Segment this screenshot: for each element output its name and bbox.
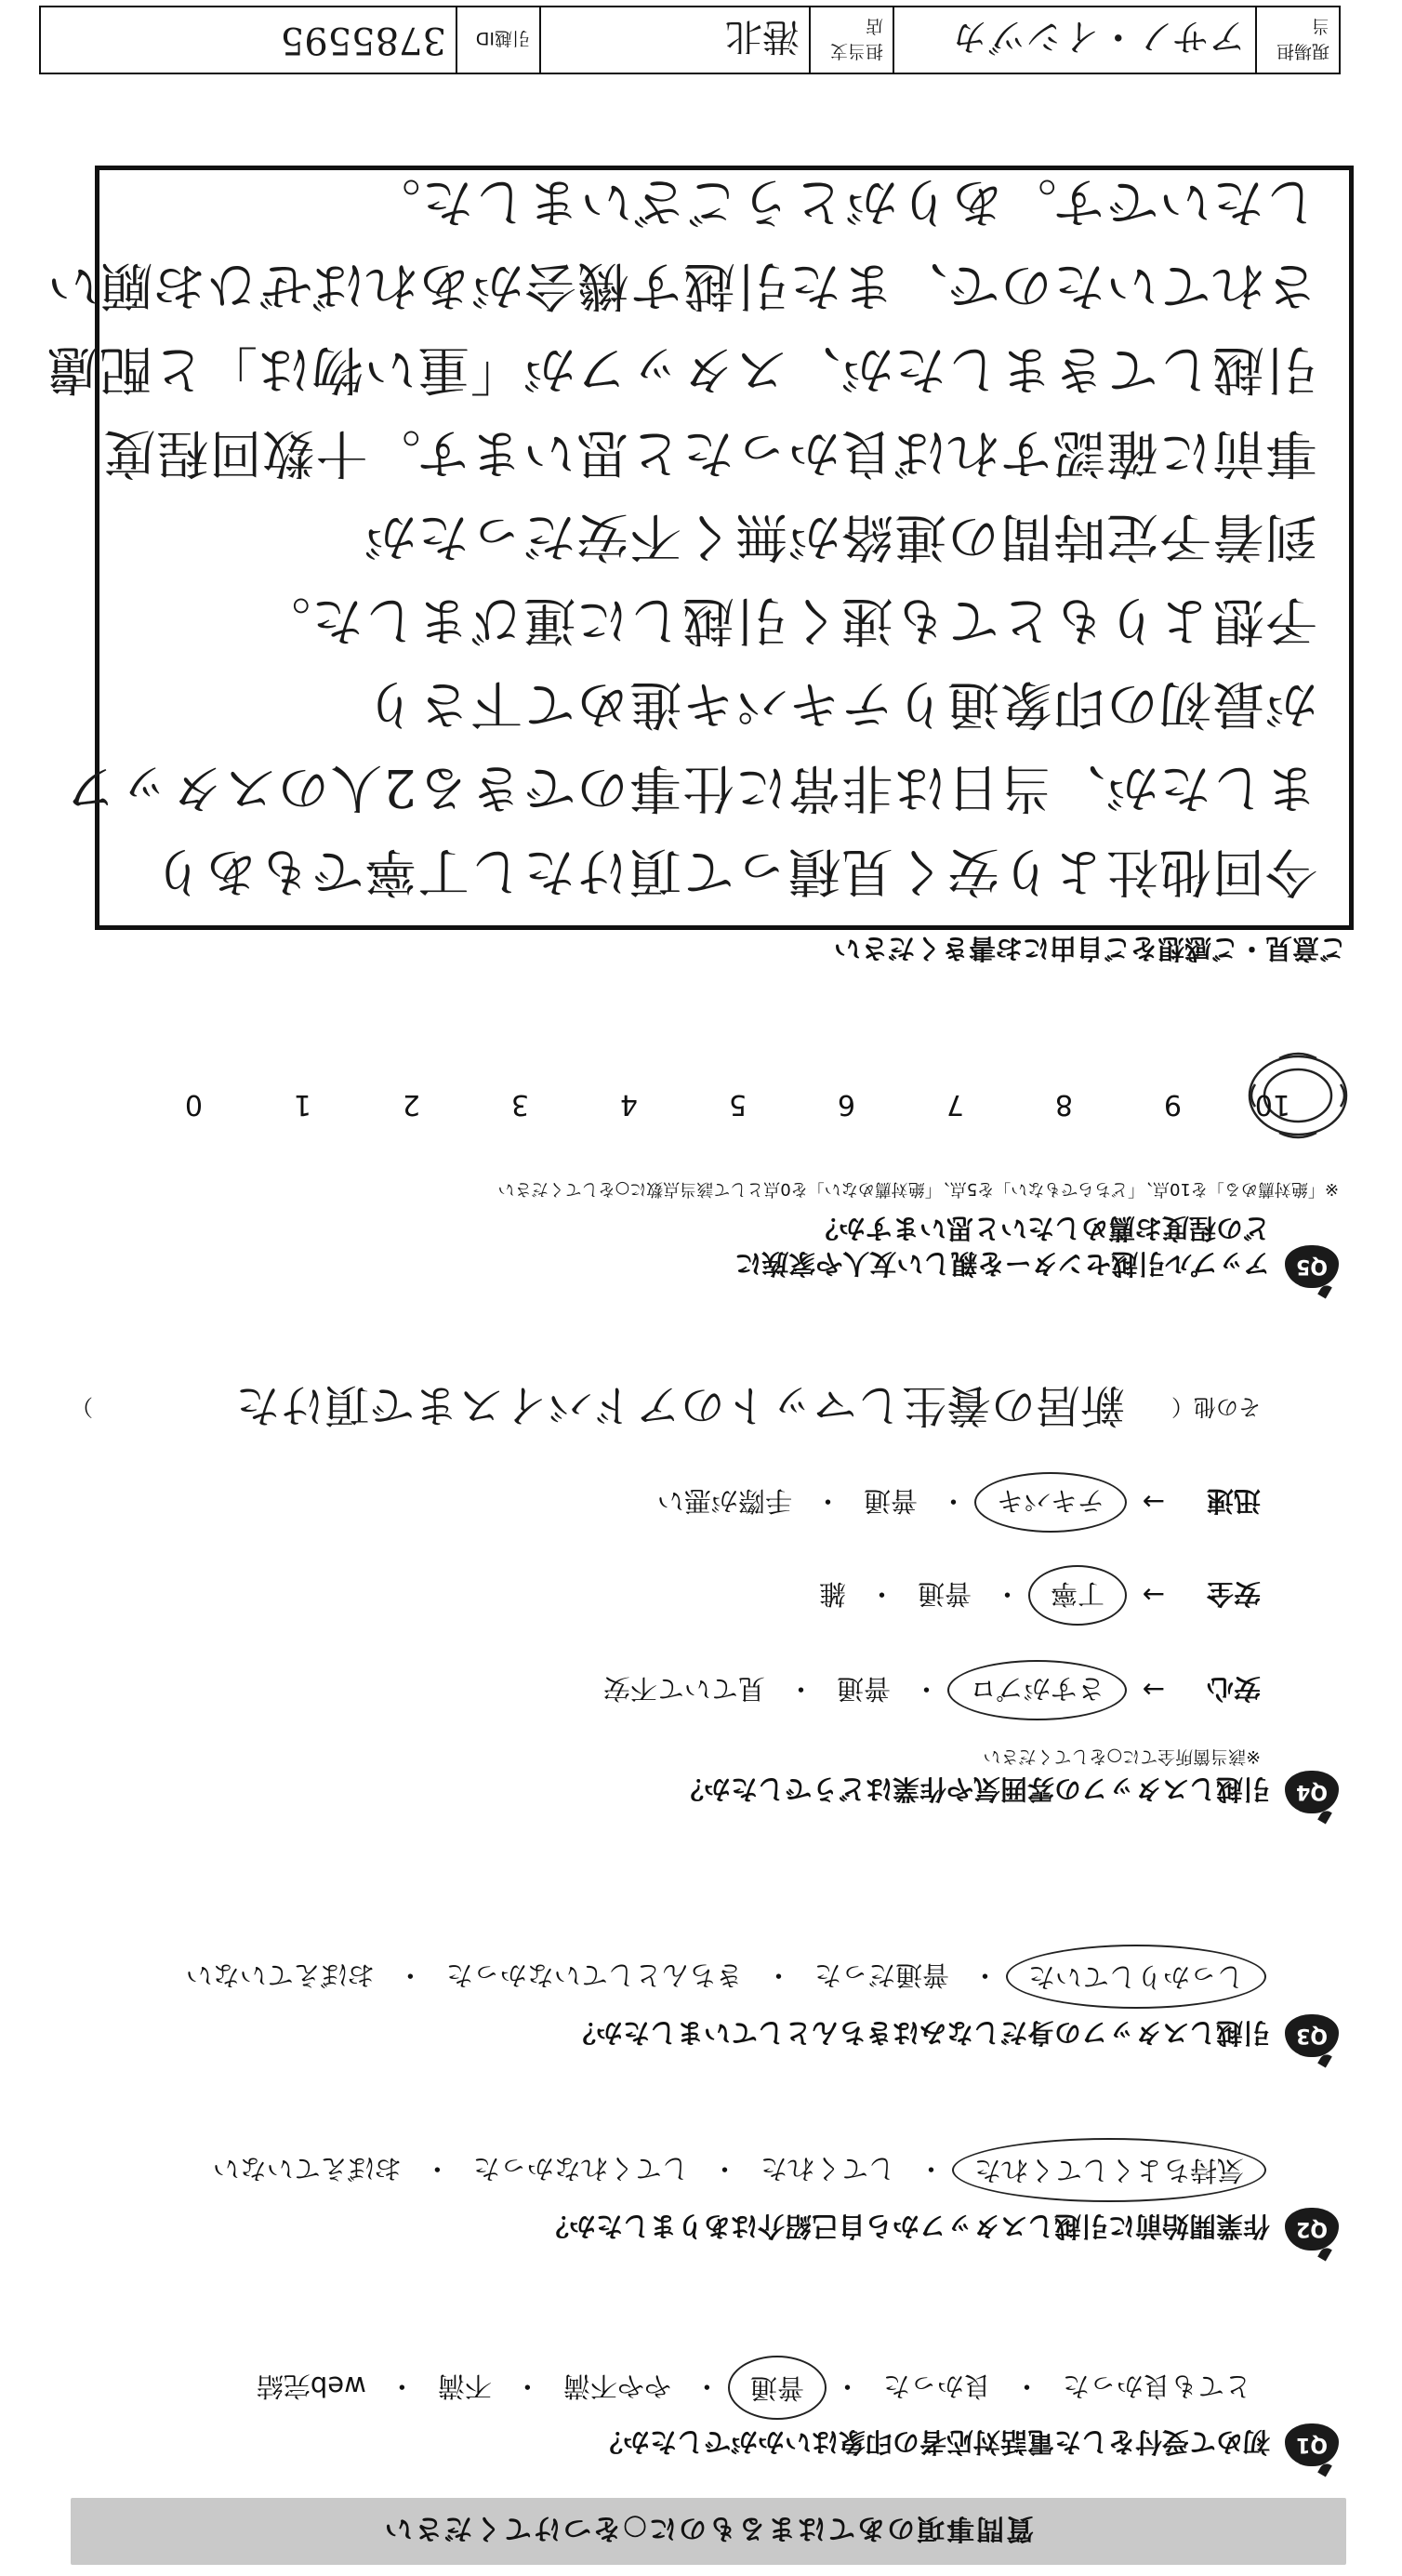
q4-row-anshin: 安心 → さすがプロ ・ 普通 ・ 見ていて不安 <box>594 1667 1261 1713</box>
q1-text: 初めて受付をした電話対応者の印象はいかがでしたか？ <box>595 2426 1270 2458</box>
q4-row-1-label: 安心 <box>1206 1673 1261 1705</box>
comment-line-6: 事前に確認すれば良かったと思います。十数回程度 <box>102 422 1317 483</box>
q3-badge: Q3 <box>1285 2014 1339 2057</box>
question-5 <box>56 1139 1339 1288</box>
footer-form <box>39 6 1341 74</box>
id-label-cell <box>456 7 539 73</box>
q4-text: 引越しスタッフの雰囲気や作業はどうでしたか？ <box>676 1773 1270 1805</box>
q4-row-3-option-3[interactable]: 手際が悪い <box>656 1485 792 1517</box>
branch-value[interactable]: 港北 <box>539 7 809 73</box>
q3-option-2[interactable]: 普通だった <box>813 1959 949 1991</box>
staff-label-cell <box>1255 7 1339 73</box>
q4-row-jinsoku: 迅速 → テキパキ ・ 普通 ・ 手際が悪い <box>648 1480 1261 1525</box>
q5-score-9[interactable]: 9 <box>1163 1088 1182 1121</box>
q2-option-3[interactable]: してくれなかった <box>472 2153 689 2184</box>
q1-option-3-selected[interactable]: 普通 <box>728 2356 827 2420</box>
q1-badge: Q1 <box>1285 2423 1339 2466</box>
arrow-icon: → <box>1142 1674 1166 1706</box>
q2-option-2[interactable]: してくれた <box>760 2153 895 2184</box>
q2-option-1-selected[interactable]: 気持ちよくしてくれた <box>952 2138 1266 2202</box>
q5-text-line2: どの程度お薦めしたいと思いますか？ <box>811 1213 1270 1244</box>
q4-other-handwritten[interactable]: 新居の養生しマットのアドバイスまで頂けた <box>235 1379 1125 1431</box>
instruction-text: 質問事項のあてはまるものに○をつけてください <box>382 2512 1035 2544</box>
question-3 <box>56 1955 1339 2057</box>
q5-score-6[interactable]: 6 <box>837 1088 855 1121</box>
question-2 <box>56 2148 1339 2251</box>
q4-row-3-label: 迅速 <box>1206 1485 1261 1517</box>
comment-line-4: 予想よりもとても速く引越しに運びました。 <box>258 590 1317 650</box>
q5-score-3[interactable]: 3 <box>510 1088 529 1121</box>
comment-line-3: が最初の印象通りテキパキ進めて下さり <box>364 673 1317 734</box>
question-4 <box>56 1293 1339 1813</box>
id-label: 引越ID <box>475 28 530 49</box>
q3-option-3[interactable]: きちんとしていなかった <box>445 1959 743 1991</box>
q5-badge: Q5 <box>1285 1245 1339 1288</box>
arrow-icon: → <box>1142 1486 1166 1519</box>
q2-option-4[interactable]: おぼえていない <box>212 2153 402 2184</box>
q5-score-1[interactable]: 1 <box>293 1088 311 1121</box>
q5-score-5[interactable]: 5 <box>728 1088 747 1121</box>
q5-note: ※「絶対薦める」を10点、「どちらでもない」を5点、「絶対薦めない」を0点として該当点数に○をしてください <box>497 1179 1339 1199</box>
q4-other <box>71 1377 1261 1441</box>
q5-score-8[interactable]: 8 <box>1054 1088 1073 1121</box>
q5-score-4[interactable]: 4 <box>619 1088 638 1121</box>
q4-note: ※該当箇所全てに○をしてください <box>983 1746 1261 1767</box>
branch-label: 担当支店 <box>829 16 883 61</box>
q4-row-3-option-1-selected[interactable]: テキパキ <box>974 1472 1127 1533</box>
q1-option-2[interactable]: 良かった <box>882 2370 991 2402</box>
q4-row-1-option-2[interactable]: 普通 <box>836 1673 891 1705</box>
id-value[interactable]: 3785595 <box>280 19 446 61</box>
q4-badge: Q4 <box>1285 1771 1339 1813</box>
comment-line-8: されていたので、また引越す機会があればぜひお願い <box>46 255 1317 315</box>
comment-line-2: ましたが、当日は非常に仕事のできる2人のスタッフ <box>64 757 1317 817</box>
q4-row-2-option-1-selected[interactable]: 丁寧 <box>1028 1565 1127 1626</box>
q2-badge: Q2 <box>1285 2208 1339 2251</box>
q5-score-2[interactable]: 2 <box>402 1088 420 1121</box>
q1-option-4[interactable]: やや不満 <box>562 2370 671 2402</box>
instruction-band <box>71 2498 1346 2565</box>
comment-line-1: 今回他社より安く見積って頂けたし丁寧でもあり <box>152 841 1317 901</box>
comment-line-5: 到着予定時間の連絡が無く不安だったが <box>364 506 1317 566</box>
staff-label: 現場担当 <box>1276 16 1329 61</box>
q4-other-close: ） <box>71 1394 93 1420</box>
q2-text: 作業開始前に引越しスタッフから自己紹介はありましたか？ <box>541 2211 1270 2242</box>
q5-text-line1: アップル引越センターを親しい友人や家族に <box>734 1248 1270 1280</box>
q4-other-label: その他（ <box>1171 1394 1261 1420</box>
q5-scale <box>94 1088 1290 1121</box>
comment-label: ご意見・ご感想をご自由にお書きください <box>833 933 1346 964</box>
q1-options: とても良かった ・ 良かった ・ 普通 ・ やや不満 ・ 不満 ・ web完結 <box>247 2365 1261 2410</box>
q4-row-2-option-2[interactable]: 普通 <box>917 1578 972 1610</box>
comment-line-9: したいです。ありがとうございました。 <box>367 171 1317 232</box>
arrow-icon: → <box>1142 1579 1166 1612</box>
q3-options: しっかりしていた ・ 普通だった ・ きちんとしていなかった ・ おぼえていない <box>177 1954 1261 1999</box>
q4-row-1-option-3[interactable]: 見ていて不安 <box>602 1673 765 1705</box>
q1-option-1[interactable]: とても良かった <box>1062 2370 1251 2402</box>
q4-row-anzen: 安全 → 丁寧 ・ 普通 ・ 雑 <box>810 1573 1261 1618</box>
q3-text: 引越しスタッフの身だしなみはきちんとしていましたか？ <box>568 2017 1270 2049</box>
q4-row-1-option-1-selected[interactable]: さすがプロ <box>947 1660 1127 1720</box>
question-1 <box>56 2364 1339 2466</box>
q4-row-2-label: 安全 <box>1206 1578 1261 1610</box>
q3-option-4[interactable]: おぼえていない <box>185 1959 375 1991</box>
q5-score-7[interactable]: 7 <box>946 1088 964 1121</box>
q5-score-10-selected[interactable]: 10 <box>1254 1088 1290 1121</box>
q4-row-3-option-2[interactable]: 普通 <box>863 1485 918 1517</box>
q4-row-2-option-3[interactable]: 雑 <box>818 1578 846 1610</box>
staff-value[interactable]: アサノ・イシヅカ <box>893 7 1255 73</box>
q1-option-5[interactable]: 不満 <box>437 2370 492 2402</box>
q1-option-6[interactable]: web完結 <box>256 2370 366 2402</box>
comment-line-7: 引越してきましたが、スタッフが「重い物は」と配慮 <box>46 339 1317 399</box>
comment-box[interactable] <box>46 166 1354 930</box>
branch-label-cell <box>809 7 893 73</box>
q3-option-1-selected[interactable]: しっかりしていた <box>1006 1945 1266 2009</box>
q5-score-0[interactable]: 0 <box>184 1088 203 1121</box>
q2-options: 気持ちよくしてくれた ・ してくれた ・ してくれなかった ・ おぼえていない <box>204 2147 1261 2193</box>
